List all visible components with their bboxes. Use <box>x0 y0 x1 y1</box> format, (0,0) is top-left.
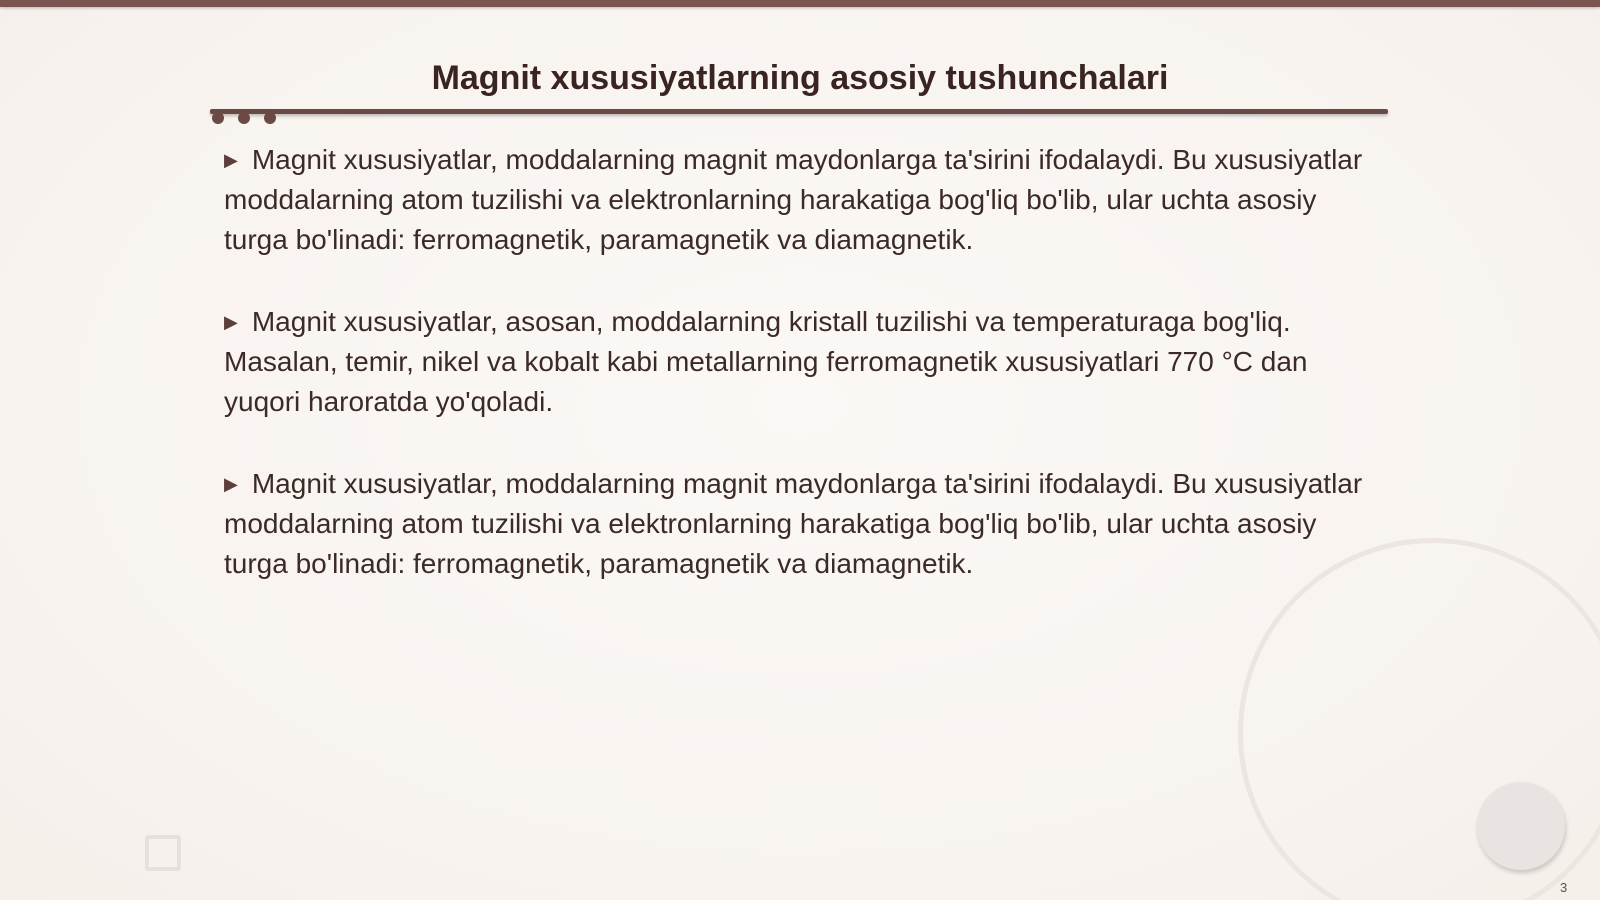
paragraph-text: Magnit xususiyatlar, moddalarning magnit maydonlarga ta'sirini ifodalaydi. Bu xususiyatlar moddalarning atom tuzilishi va elektronlarning harakatiga bog'liq bo'lib, ular uchta asosiy turga bo'linadi: ferromagnetik, paramagnetik va diamagnetik. <box>224 144 1363 255</box>
triangle-bullet-icon: ▶ <box>224 312 238 332</box>
bullet-paragraph-2 <box>224 302 1374 422</box>
bullet-paragraph-3 <box>224 464 1374 584</box>
top-accent-bar <box>0 0 1600 7</box>
slide-title: Magnit xususiyatlarning asosiy tushunchalari <box>431 59 1169 97</box>
paragraph-text: Magnit xususiyatlar, moddalarning magnit maydonlarga ta'sirini ifodalaydi. Bu xususiyatlar moddalarning atom tuzilishi va elektronlarning harakatiga bog'liq bo'lib, ular uchta asosiy turga bo'linadi: ferromagnetik, paramagnetik va diamagnetik. <box>224 468 1363 579</box>
title-underline <box>210 109 1388 114</box>
decorative-dot <box>212 112 224 124</box>
bullet-paragraph-1 <box>224 140 1374 260</box>
triangle-bullet-icon: ▶ <box>224 474 238 494</box>
decorative-dot <box>264 112 276 124</box>
slide-body <box>224 140 1374 626</box>
decorative-disc <box>1477 782 1565 870</box>
page-number: 3 <box>1560 880 1568 895</box>
paragraph-text: Magnit xususiyatlar, asosan, moddalarning kristall tuzilishi va temperaturaga bog'liq. Masalan, temir, nikel va kobalt kabi metallarning ferromagnetik xususiyatlari 770 °C dan yuqori haroratda yo'qoladi. <box>224 306 1308 417</box>
decorative-square <box>145 835 181 871</box>
decorative-dot <box>238 112 250 124</box>
triangle-bullet-icon: ▶ <box>224 150 238 170</box>
